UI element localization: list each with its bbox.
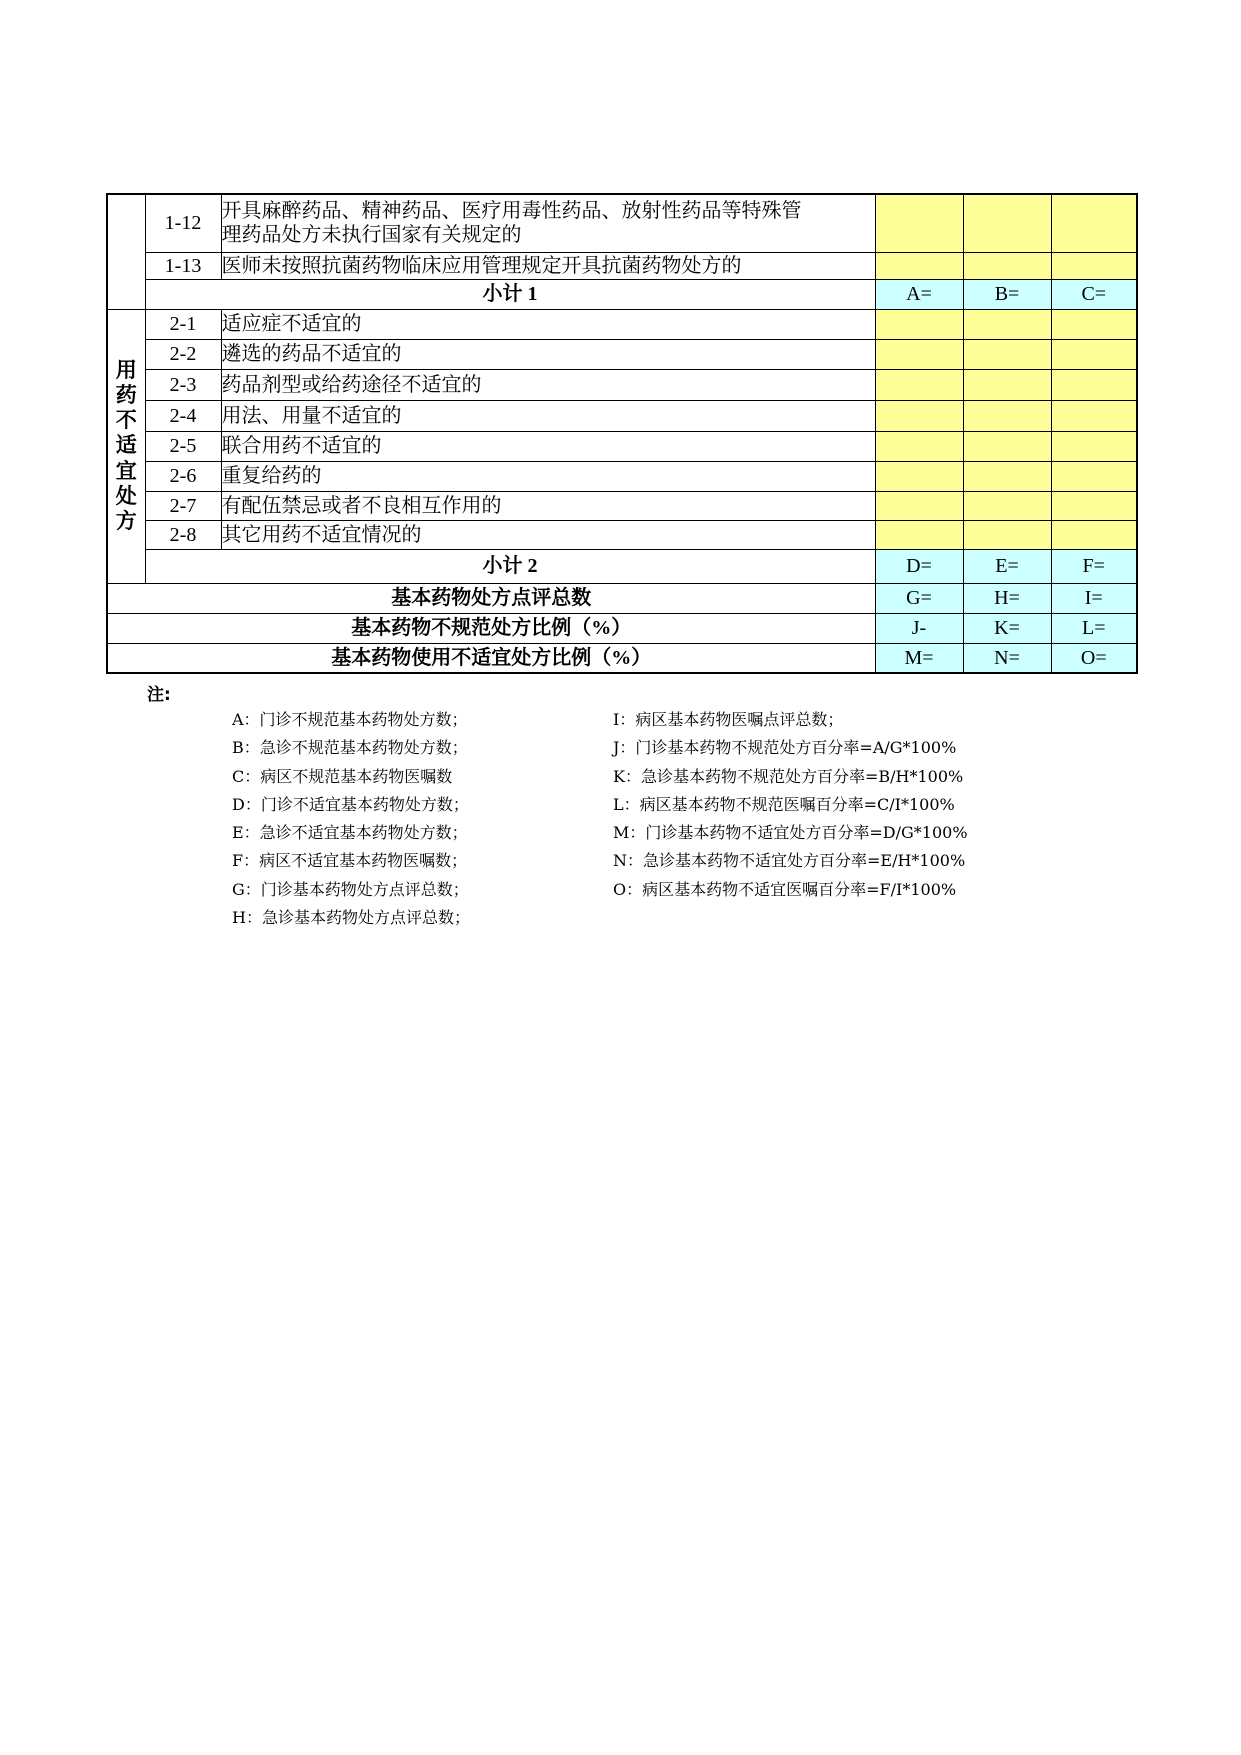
subtotal-label: 小计 2 — [145, 549, 875, 583]
table-row — [107, 461, 1137, 491]
input-cell[interactable] — [963, 252, 1051, 279]
input-cell[interactable] — [963, 491, 1051, 520]
subtotal-row — [107, 279, 1137, 309]
item-code: 2-6 — [145, 461, 221, 491]
note-line: L：病区基本药物不规范医嘱百分率=C/I*100% — [613, 794, 955, 814]
note-line: A：门诊不规范基本药物处方数； — [232, 710, 468, 729]
input-cell[interactable] — [875, 431, 963, 461]
note-line: C：病区不规范基本药物医嘱数 — [232, 766, 453, 786]
item-description: 适应症不适宜的 — [221, 309, 875, 339]
input-cell[interactable] — [1051, 461, 1137, 491]
item-description: 有配伍禁忌或者不良相互作用的 — [221, 491, 875, 520]
table-row — [107, 339, 1137, 369]
input-cell[interactable] — [1051, 369, 1137, 400]
item-code: 2-3 — [145, 369, 221, 400]
subtotal-cell[interactable]: A= — [875, 279, 963, 309]
table-row — [107, 194, 1137, 252]
note-line: D：门诊不适宜基本药物处方数； — [232, 794, 469, 814]
item-description: 遴选的药品不适宜的 — [221, 339, 875, 369]
item-description: 重复给药的 — [221, 461, 875, 491]
item-description-line: 理药品处方未执行国家有关规定的 — [221, 224, 522, 247]
notes-title: 注: — [147, 685, 171, 705]
subtotal-cell[interactable]: F= — [1051, 549, 1137, 583]
subtotal-cell[interactable]: B= — [963, 279, 1051, 309]
input-cell[interactable] — [963, 400, 1051, 431]
category-cell-continued — [107, 194, 145, 309]
notes-left-column — [232, 706, 470, 932]
note-line: F：病区不适宜基本药物医嘱数； — [232, 851, 468, 871]
item-code: 1-12 — [145, 194, 221, 252]
category-char: 方 — [115, 508, 137, 533]
note-line: E：急诊不适宜基本药物处方数； — [232, 823, 468, 843]
category-char: 处 — [115, 483, 137, 508]
category-char: 适 — [115, 433, 137, 458]
input-cell[interactable] — [963, 339, 1051, 369]
input-cell[interactable] — [963, 520, 1051, 549]
item-code: 2-1 — [145, 309, 221, 339]
item-description: 医师未按照抗菌药物临床应用管理规定开具抗菌药物处方的 — [221, 252, 875, 279]
total-row — [107, 643, 1137, 673]
note-line: J：门诊基本药物不规范处方百分率=A/G*100% — [613, 738, 957, 758]
subtotal-cell[interactable]: C= — [1051, 279, 1137, 309]
item-description: 联合用药不适宜的 — [221, 431, 875, 461]
prescription-review-table — [106, 193, 1138, 674]
table-row — [107, 309, 1137, 339]
input-cell[interactable] — [963, 309, 1051, 339]
table-row — [107, 491, 1137, 520]
item-code: 2-2 — [145, 339, 221, 369]
total-cell[interactable]: O= — [1051, 643, 1137, 673]
table-row — [107, 520, 1137, 549]
table-row — [107, 369, 1137, 400]
table-row — [107, 400, 1137, 431]
note-line: O：病区基本药物不适宜医嘱百分率=F/I*100% — [613, 879, 957, 899]
notes-right-column — [613, 706, 968, 904]
total-cell[interactable]: L= — [1051, 613, 1137, 643]
subtotal-label: 小计 1 — [145, 279, 875, 309]
input-cell[interactable] — [963, 194, 1051, 252]
item-description-line: 开具麻醉药品、精神药品、医疗用毒性药品、放射性药品等特殊管 — [221, 200, 802, 223]
item-description: 用法、用量不适宜的 — [221, 400, 875, 431]
note-line: G：门诊基本药物处方点评总数； — [232, 879, 469, 899]
input-cell[interactable] — [875, 309, 963, 339]
input-cell[interactable] — [963, 461, 1051, 491]
input-cell[interactable] — [1051, 431, 1137, 461]
item-code: 2-8 — [145, 520, 221, 549]
item-code: 2-7 — [145, 491, 221, 520]
total-cell[interactable]: H= — [963, 583, 1051, 613]
note-line: M：门诊基本药物不适宜处方百分率=D/G*100% — [613, 823, 968, 843]
note-line: K：急诊基本药物不规范处方百分率=B/H*100% — [613, 766, 964, 786]
input-cell[interactable] — [875, 400, 963, 431]
category-label — [107, 309, 145, 583]
subtotal-row — [107, 549, 1137, 583]
input-cell[interactable] — [875, 369, 963, 400]
total-label: 基本药物处方点评总数 — [107, 583, 875, 613]
subtotal-cell[interactable]: D= — [875, 549, 963, 583]
input-cell[interactable] — [963, 431, 1051, 461]
subtotal-cell[interactable]: E= — [963, 549, 1051, 583]
table-row — [107, 431, 1137, 461]
total-cell[interactable]: J- — [875, 613, 963, 643]
note-line: B：急诊不规范基本药物处方数； — [232, 738, 468, 758]
input-cell[interactable] — [875, 339, 963, 369]
total-row — [107, 613, 1137, 643]
input-cell[interactable] — [875, 194, 963, 252]
input-cell[interactable] — [1051, 309, 1137, 339]
input-cell[interactable] — [963, 369, 1051, 400]
item-description: 药品剂型或给药途径不适宜的 — [221, 369, 875, 400]
input-cell[interactable] — [875, 491, 963, 520]
input-cell[interactable] — [875, 461, 963, 491]
item-code: 2-4 — [145, 400, 221, 431]
note-line: N：急诊基本药物不适宜处方百分率=E/H*100% — [613, 851, 966, 871]
total-cell[interactable]: I= — [1051, 583, 1137, 613]
category-char: 用 — [115, 357, 137, 382]
input-cell[interactable] — [1051, 252, 1137, 279]
input-cell[interactable] — [875, 252, 963, 279]
category-char: 不 — [115, 408, 137, 433]
input-cell[interactable] — [1051, 491, 1137, 520]
input-cell[interactable] — [1051, 194, 1137, 252]
total-cell[interactable]: K= — [963, 613, 1051, 643]
input-cell[interactable] — [1051, 400, 1137, 431]
total-cell[interactable]: G= — [875, 583, 963, 613]
item-code: 2-5 — [145, 431, 221, 461]
item-code: 1-13 — [145, 252, 221, 279]
total-row — [107, 583, 1137, 613]
total-cell[interactable]: N= — [963, 643, 1051, 673]
category-char: 药 — [115, 383, 137, 408]
input-cell[interactable] — [1051, 339, 1137, 369]
note-line: I：病区基本药物医嘱点评总数； — [613, 710, 844, 729]
note-line: H：急诊基本药物处方点评总数； — [232, 908, 470, 928]
input-cell[interactable] — [875, 520, 963, 549]
total-label: 基本药物使用不适宜处方比例（%） — [107, 643, 875, 673]
category-char: 宜 — [115, 458, 137, 483]
item-description: 其它用药不适宜情况的 — [221, 520, 875, 549]
total-label: 基本药物不规范处方比例（%） — [107, 613, 875, 643]
table-row — [107, 252, 1137, 279]
total-cell[interactable]: M= — [875, 643, 963, 673]
item-description — [221, 194, 875, 252]
input-cell[interactable] — [1051, 520, 1137, 549]
